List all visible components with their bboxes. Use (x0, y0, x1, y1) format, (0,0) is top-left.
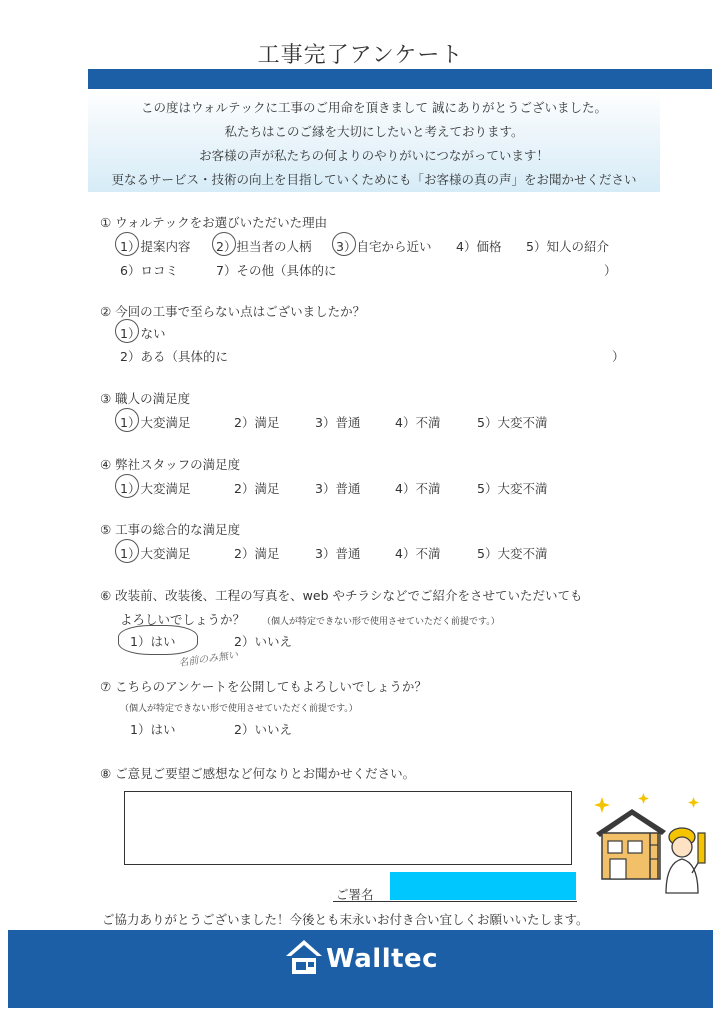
q1-option-1[interactable]: 1）提案内容 (120, 239, 191, 254)
q2-option-1[interactable]: 1）ない (120, 326, 166, 341)
q5-option-2[interactable]: 2）満足 (234, 546, 280, 561)
q3-option-5[interactable]: 5）大変不満 (477, 415, 548, 430)
handwritten-note: 名前のみ無い (177, 649, 239, 670)
q1-option-4[interactable]: 4）価格 (456, 239, 502, 254)
q7-option-2[interactable]: 2）いいえ (234, 722, 292, 737)
q4-option-1[interactable]: 1）大変満足 (120, 481, 191, 496)
question-6-line-1: ⑥ 改装前、改装後、工程の写真を、web やチラシなどでご紹介をさせていただいても (100, 588, 583, 603)
q6-note: （個人が特定できない形で使用させていただく前提です。） (262, 617, 500, 627)
answer-circle (115, 539, 139, 563)
q4-option-2[interactable]: 2）満足 (234, 481, 280, 496)
q5-option-3[interactable]: 3）普通 (315, 546, 361, 561)
answer-circle (115, 474, 139, 498)
walltec-logo: Walltec (326, 944, 439, 974)
q4-option-4[interactable]: 4）不満 (395, 481, 441, 496)
worker-house-illustration (592, 793, 717, 895)
q1-option-5[interactable]: 5）知人の紹介 (526, 239, 609, 254)
q2-option-2[interactable]: 2）ある（具体的に (120, 349, 228, 364)
house-logo-icon (284, 938, 324, 978)
question-8: ⑧ ご意見ご要望ご感想など何なりとお聞かせください。 (100, 766, 416, 781)
question-6-line-2: よろしいでしょうか？ (120, 612, 246, 627)
q1-close-paren: ） (604, 263, 617, 278)
q4-option-5[interactable]: 5）大変不満 (477, 481, 548, 496)
answer-circle (115, 232, 139, 256)
q2-close-paren: ） (612, 349, 625, 364)
comment-box[interactable] (124, 791, 572, 865)
q1-option-3[interactable]: 3）自宅から近い (336, 239, 432, 254)
q5-option-4[interactable]: 4）不満 (395, 546, 441, 561)
answer-circle (115, 319, 139, 343)
q3-option-1[interactable]: 1）大変満足 (120, 415, 191, 430)
question-2: ② 今回の工事で至らない点はございましたか？ (100, 304, 366, 319)
q5-option-1[interactable]: 1）大変満足 (120, 546, 191, 561)
intro-line: 更なるサービス・技術の向上を目指していくためにも「お客様の真の声」をお聞かせください (111, 172, 637, 187)
question-3: ③ 職人の満足度 (100, 391, 191, 406)
answer-circle (118, 625, 198, 655)
question-7: ⑦ こちらのアンケートを公開してもよろしいでしょうか？ (100, 679, 427, 694)
answer-circle (115, 408, 139, 432)
question-4: ④ 弊社スタッフの満足度 (100, 457, 241, 472)
page-title: 工事完了アンケート (257, 43, 464, 68)
answer-circle (332, 232, 356, 256)
q7-note: （個人が特定できない形で使用させていただく前提です。） (120, 704, 358, 714)
q1-option-2[interactable]: 2）担当者の人柄 (216, 239, 312, 254)
q6-option-1[interactable]: 1）はい (130, 634, 176, 649)
signature-line (333, 901, 577, 902)
thanks-message: ご協力ありがとうございました！今後とも末永いお付き合い宜しくお願いいたします。 (102, 912, 589, 927)
question-5: ⑤ 工事の総合的な満足度 (100, 522, 241, 537)
q3-option-4[interactable]: 4）不満 (395, 415, 441, 430)
q1-option-7[interactable]: 7）その他（具体的に (216, 263, 337, 278)
intro-line: この度はウォルテックに工事のご用命を頂きまして 誠にありがとうございました。 (141, 100, 607, 115)
signature-label: ご署名 (336, 887, 374, 902)
answer-circle (212, 232, 236, 256)
intro-line: お客様の声が私たちの何よりのやりがいにつながっています！ (199, 148, 549, 163)
intro-line: 私たちはこのご縁を大切にしたいと考えております。 (224, 124, 524, 139)
q3-option-2[interactable]: 2）満足 (234, 415, 280, 430)
q3-option-3[interactable]: 3）普通 (315, 415, 361, 430)
signature-field[interactable] (390, 872, 576, 900)
q5-option-5[interactable]: 5）大変不満 (477, 546, 548, 561)
q6-option-2[interactable]: 2）いいえ (234, 634, 292, 649)
header-bar (88, 69, 712, 89)
q1-option-6[interactable]: 6）ロコミ (120, 263, 178, 278)
q4-option-3[interactable]: 3）普通 (315, 481, 361, 496)
question-1: ① ウォルテックをお選びいただいた理由 (100, 215, 328, 230)
q7-option-1[interactable]: 1）はい (130, 722, 176, 737)
